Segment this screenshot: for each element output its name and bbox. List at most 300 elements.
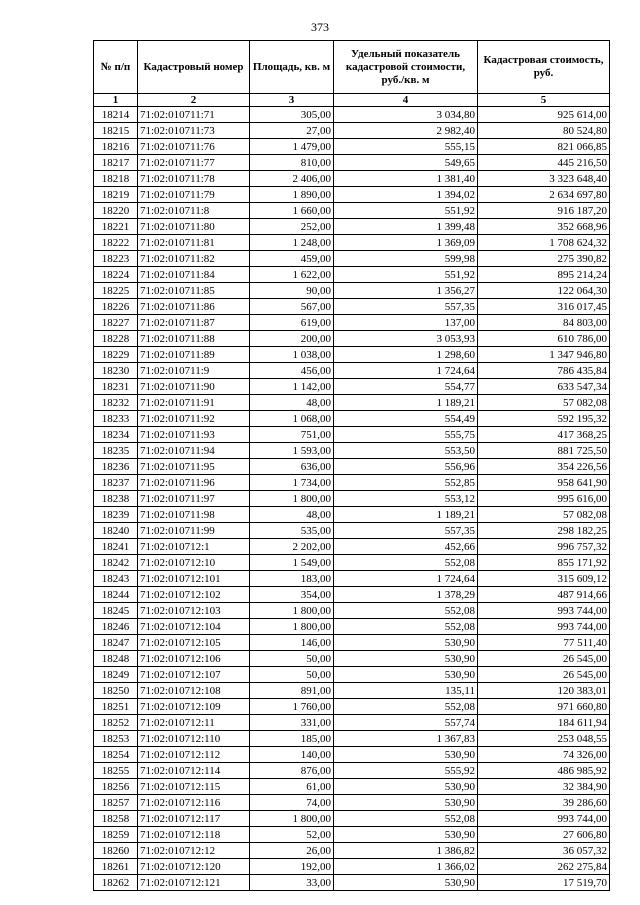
area-cell: 891,00 [250, 683, 334, 699]
row-number-cell: 18225 [94, 283, 138, 299]
row-number-cell: 18234 [94, 427, 138, 443]
area-cell: 1 479,00 [250, 139, 334, 155]
area-cell: 1 142,00 [250, 379, 334, 395]
row-number-cell: 18238 [94, 491, 138, 507]
unit-rate-cell: 551,92 [334, 203, 478, 219]
cadastral-value-cell: 32 384,90 [478, 779, 610, 795]
unit-rate-cell: 530,90 [334, 667, 478, 683]
area-cell: 74,00 [250, 795, 334, 811]
unit-rate-cell: 3 053,93 [334, 331, 478, 347]
area-cell: 1 890,00 [250, 187, 334, 203]
row-number-cell: 18217 [94, 155, 138, 171]
cadastral-value-cell: 821 066,85 [478, 139, 610, 155]
row-number-cell: 18220 [94, 203, 138, 219]
cadastral-number-cell: 71:02:010712:109 [138, 699, 250, 715]
cadastral-value-cell: 993 744,00 [478, 603, 610, 619]
table-row [94, 507, 610, 523]
area-cell: 619,00 [250, 315, 334, 331]
unit-rate-cell: 530,90 [334, 651, 478, 667]
unit-rate-cell: 554,77 [334, 379, 478, 395]
cadastral-number-cell: 71:02:010712:114 [138, 763, 250, 779]
area-cell: 1 800,00 [250, 491, 334, 507]
row-number-cell: 18244 [94, 587, 138, 603]
unit-rate-cell: 530,90 [334, 635, 478, 651]
cadastral-number-cell: 71:02:010711:90 [138, 379, 250, 395]
table-row [94, 587, 610, 603]
header-col-number: 3 [250, 94, 334, 107]
cadastral-number-cell: 71:02:010712:1 [138, 539, 250, 555]
page-number: 373 [311, 20, 329, 34]
cadastral-number-cell: 71:02:010711:81 [138, 235, 250, 251]
cadastral-value-cell: 916 187,20 [478, 203, 610, 219]
area-cell: 252,00 [250, 219, 334, 235]
cadastral-number-cell: 71:02:010711:87 [138, 315, 250, 331]
header-unit-rate: Удельный показатель кадастровой стоимости, руб./кв. м [334, 41, 478, 94]
table-row [94, 571, 610, 587]
table-row [94, 699, 610, 715]
cadastral-number-cell: 71:02:010711:78 [138, 171, 250, 187]
unit-rate-cell: 135,11 [334, 683, 478, 699]
cadastral-value-cell: 417 368,25 [478, 427, 610, 443]
area-cell: 636,00 [250, 459, 334, 475]
table-row [94, 859, 610, 875]
area-cell: 146,00 [250, 635, 334, 651]
row-number-cell: 18258 [94, 811, 138, 827]
unit-rate-cell: 554,49 [334, 411, 478, 427]
row-number-cell: 18243 [94, 571, 138, 587]
area-cell: 1 660,00 [250, 203, 334, 219]
area-cell: 192,00 [250, 859, 334, 875]
row-number-cell: 18251 [94, 699, 138, 715]
cadastral-value-cell: 881 725,50 [478, 443, 610, 459]
cadastral-value-cell: 995 616,00 [478, 491, 610, 507]
cadastral-value-cell: 36 057,32 [478, 843, 610, 859]
cadastral-number-cell: 71:02:010711:91 [138, 395, 250, 411]
area-cell: 876,00 [250, 763, 334, 779]
cadastral-number-cell: 71:02:010712:110 [138, 731, 250, 747]
cadastral-number-cell: 71:02:010712:101 [138, 571, 250, 587]
row-number-cell: 18249 [94, 667, 138, 683]
area-cell: 305,00 [250, 107, 334, 123]
unit-rate-cell: 530,90 [334, 827, 478, 843]
unit-rate-cell: 552,08 [334, 555, 478, 571]
cadastral-value-cell: 996 757,32 [478, 539, 610, 555]
cadastral-value-cell: 855 171,92 [478, 555, 610, 571]
cadastral-value-cell: 958 641,90 [478, 475, 610, 491]
cadastral-number-cell: 71:02:010711:98 [138, 507, 250, 523]
unit-rate-cell: 557,74 [334, 715, 478, 731]
unit-rate-cell: 3 034,80 [334, 107, 478, 123]
cadastral-number-cell: 71:02:010712:115 [138, 779, 250, 795]
row-number-cell: 18248 [94, 651, 138, 667]
row-number-cell: 18227 [94, 315, 138, 331]
cadastral-number-cell: 71:02:010712:107 [138, 667, 250, 683]
table-row [94, 843, 610, 859]
cadastral-value-cell: 316 017,45 [478, 299, 610, 315]
unit-rate-cell: 556,96 [334, 459, 478, 475]
area-cell: 1 622,00 [250, 267, 334, 283]
cadastral-number-cell: 71:02:010711:80 [138, 219, 250, 235]
unit-rate-cell: 557,35 [334, 299, 478, 315]
cadastral-number-cell: 71:02:010711:89 [138, 347, 250, 363]
table-row [94, 235, 610, 251]
table-row [94, 763, 610, 779]
row-number-cell: 18255 [94, 763, 138, 779]
cadastral-value-cell: 57 082,08 [478, 395, 610, 411]
row-number-cell: 18229 [94, 347, 138, 363]
table-row [94, 731, 610, 747]
row-number-cell: 18253 [94, 731, 138, 747]
area-cell: 354,00 [250, 587, 334, 603]
row-number-cell: 18250 [94, 683, 138, 699]
table-row [94, 683, 610, 699]
cadastral-value-cell: 253 048,55 [478, 731, 610, 747]
cadastral-number-cell: 71:02:010712:120 [138, 859, 250, 875]
cadastral-value-cell: 27 606,80 [478, 827, 610, 843]
cadastral-value-cell: 895 214,24 [478, 267, 610, 283]
row-number-cell: 18261 [94, 859, 138, 875]
unit-rate-cell: 1 724,64 [334, 363, 478, 379]
table-row [94, 363, 610, 379]
cadastral-value-cell: 993 744,00 [478, 619, 610, 635]
header-area: Площадь, кв. м [250, 41, 334, 94]
area-cell: 1 593,00 [250, 443, 334, 459]
area-cell: 2 202,00 [250, 539, 334, 555]
cadastral-value-cell: 120 383,01 [478, 683, 610, 699]
unit-rate-cell: 1 356,27 [334, 283, 478, 299]
cadastral-value-cell: 3 323 648,40 [478, 171, 610, 187]
row-number-cell: 18241 [94, 539, 138, 555]
area-cell: 61,00 [250, 779, 334, 795]
cadastral-value-cell: 993 744,00 [478, 811, 610, 827]
table-row [94, 219, 610, 235]
cadastral-value-cell: 80 524,80 [478, 123, 610, 139]
table-row [94, 299, 610, 315]
unit-rate-cell: 555,92 [334, 763, 478, 779]
area-cell: 1 549,00 [250, 555, 334, 571]
row-number-cell: 18242 [94, 555, 138, 571]
table-row [94, 443, 610, 459]
area-cell: 27,00 [250, 123, 334, 139]
area-cell: 140,00 [250, 747, 334, 763]
unit-rate-cell: 552,08 [334, 699, 478, 715]
cadastral-number-cell: 71:02:010711:71 [138, 107, 250, 123]
cadastral-number-cell: 71:02:010711:95 [138, 459, 250, 475]
unit-rate-cell: 1 378,29 [334, 587, 478, 603]
area-cell: 1 734,00 [250, 475, 334, 491]
cadastral-number-cell: 71:02:010711:82 [138, 251, 250, 267]
table-row [94, 603, 610, 619]
unit-rate-cell: 1 367,83 [334, 731, 478, 747]
unit-rate-cell: 552,85 [334, 475, 478, 491]
unit-rate-cell: 530,90 [334, 747, 478, 763]
header-cadastral-value: Кадастровая стоимость, руб. [478, 41, 610, 94]
cadastral-value-cell: 298 182,25 [478, 523, 610, 539]
area-cell: 185,00 [250, 731, 334, 747]
table-row [94, 203, 610, 219]
table-row [94, 811, 610, 827]
unit-rate-cell: 1 399,48 [334, 219, 478, 235]
table-row [94, 155, 610, 171]
row-number-cell: 18226 [94, 299, 138, 315]
area-cell: 1 248,00 [250, 235, 334, 251]
area-cell: 1 760,00 [250, 699, 334, 715]
cadastral-value-cell: 486 985,92 [478, 763, 610, 779]
cadastral-value-cell: 2 634 697,80 [478, 187, 610, 203]
area-cell: 567,00 [250, 299, 334, 315]
table-row [94, 251, 610, 267]
row-number-cell: 18236 [94, 459, 138, 475]
cadastral-value-cell: 84 803,00 [478, 315, 610, 331]
cadastral-number-cell: 71:02:010711:77 [138, 155, 250, 171]
row-number-cell: 18233 [94, 411, 138, 427]
row-number-cell: 18224 [94, 267, 138, 283]
cadastral-value-cell: 77 511,40 [478, 635, 610, 651]
cadastral-value-cell: 1 347 946,80 [478, 347, 610, 363]
area-cell: 90,00 [250, 283, 334, 299]
area-cell: 33,00 [250, 875, 334, 891]
row-number-cell: 18216 [94, 139, 138, 155]
table-row [94, 539, 610, 555]
table-row [94, 475, 610, 491]
table-row [94, 459, 610, 475]
unit-rate-cell: 530,90 [334, 779, 478, 795]
table-row [94, 379, 610, 395]
table-row [94, 315, 610, 331]
unit-rate-cell: 1 724,64 [334, 571, 478, 587]
cadastral-number-cell: 71:02:010712:102 [138, 587, 250, 603]
table-row [94, 107, 610, 123]
table-row [94, 283, 610, 299]
table-row [94, 619, 610, 635]
area-cell: 52,00 [250, 827, 334, 843]
unit-rate-cell: 1 386,82 [334, 843, 478, 859]
cadastral-value-cell: 633 547,34 [478, 379, 610, 395]
unit-rate-cell: 553,12 [334, 491, 478, 507]
table-row [94, 427, 610, 443]
cadastral-number-cell: 71:02:010711:79 [138, 187, 250, 203]
cadastral-number-cell: 71:02:010711:76 [138, 139, 250, 155]
table-row [94, 491, 610, 507]
unit-rate-cell: 1 189,21 [334, 507, 478, 523]
cadastral-value-cell: 445 216,50 [478, 155, 610, 171]
row-number-cell: 18262 [94, 875, 138, 891]
cadastral-number-cell: 71:02:010711:94 [138, 443, 250, 459]
table-row [94, 875, 610, 891]
unit-rate-cell: 452,66 [334, 539, 478, 555]
header-col-number: 5 [478, 94, 610, 107]
cadastral-number-cell: 71:02:010712:12 [138, 843, 250, 859]
cadastral-value-cell: 786 435,84 [478, 363, 610, 379]
cadastral-number-cell: 71:02:010711:97 [138, 491, 250, 507]
cadastral-value-cell: 26 545,00 [478, 651, 610, 667]
cadastral-value-cell: 262 275,84 [478, 859, 610, 875]
cadastral-number-cell: 71:02:010711:99 [138, 523, 250, 539]
row-number-cell: 18260 [94, 843, 138, 859]
cadastral-number-cell: 71:02:010712:103 [138, 603, 250, 619]
area-cell: 2 406,00 [250, 171, 334, 187]
cadastral-value-cell: 925 614,00 [478, 107, 610, 123]
area-cell: 1 068,00 [250, 411, 334, 427]
table-row [94, 171, 610, 187]
row-number-cell: 18231 [94, 379, 138, 395]
area-cell: 183,00 [250, 571, 334, 587]
unit-rate-cell: 549,65 [334, 155, 478, 171]
area-cell: 200,00 [250, 331, 334, 347]
row-number-cell: 18214 [94, 107, 138, 123]
cadastral-number-cell: 71:02:010711:88 [138, 331, 250, 347]
area-cell: 751,00 [250, 427, 334, 443]
table-row [94, 523, 610, 539]
cadastral-value-cell: 610 786,00 [478, 331, 610, 347]
table-row [94, 331, 610, 347]
unit-rate-cell: 552,08 [334, 603, 478, 619]
cadastral-value-cell: 315 609,12 [478, 571, 610, 587]
table-row [94, 187, 610, 203]
unit-rate-cell: 557,35 [334, 523, 478, 539]
row-number-cell: 18247 [94, 635, 138, 651]
unit-rate-cell: 551,92 [334, 267, 478, 283]
table-row [94, 651, 610, 667]
row-number-cell: 18222 [94, 235, 138, 251]
cadastral-value-cell: 39 286,60 [478, 795, 610, 811]
row-number-cell: 18223 [94, 251, 138, 267]
table-body [94, 107, 610, 891]
area-cell: 1 038,00 [250, 347, 334, 363]
cadastral-number-cell: 71:02:010712:10 [138, 555, 250, 571]
cadastral-number-cell: 71:02:010711:96 [138, 475, 250, 491]
unit-rate-cell: 555,15 [334, 139, 478, 155]
cadastral-number-cell: 71:02:010711:86 [138, 299, 250, 315]
cadastral-value-cell: 487 914,66 [478, 587, 610, 603]
cadastral-value-cell: 26 545,00 [478, 667, 610, 683]
unit-rate-cell: 1 381,40 [334, 171, 478, 187]
area-cell: 1 800,00 [250, 811, 334, 827]
cadastral-value-cell: 122 064,30 [478, 283, 610, 299]
table-row [94, 795, 610, 811]
row-number-cell: 18218 [94, 171, 138, 187]
table-row [94, 667, 610, 683]
cadastral-number-cell: 71:02:010711:85 [138, 283, 250, 299]
table-row [94, 747, 610, 763]
cadastral-number-cell: 71:02:010712:112 [138, 747, 250, 763]
unit-rate-cell: 552,08 [334, 619, 478, 635]
cadastral-number-cell: 71:02:010712:106 [138, 651, 250, 667]
unit-rate-cell: 553,50 [334, 443, 478, 459]
area-cell: 535,00 [250, 523, 334, 539]
area-cell: 1 800,00 [250, 603, 334, 619]
row-number-cell: 18237 [94, 475, 138, 491]
cadastral-number-cell: 71:02:010711:9 [138, 363, 250, 379]
cadastral-number-cell: 71:02:010712:117 [138, 811, 250, 827]
table-row [94, 123, 610, 139]
table-row [94, 635, 610, 651]
header-col-number: 1 [94, 94, 138, 107]
header-col-number: 2 [138, 94, 250, 107]
cadastral-value-cell: 354 226,56 [478, 459, 610, 475]
cadastral-value-cell: 592 195,32 [478, 411, 610, 427]
unit-rate-cell: 1 189,21 [334, 395, 478, 411]
unit-rate-cell: 530,90 [334, 795, 478, 811]
cadastral-value-table [93, 40, 610, 891]
unit-rate-cell: 2 982,40 [334, 123, 478, 139]
table-row [94, 715, 610, 731]
area-cell: 48,00 [250, 395, 334, 411]
unit-rate-cell: 1 394,02 [334, 187, 478, 203]
area-cell: 459,00 [250, 251, 334, 267]
cadastral-value-cell: 17 519,70 [478, 875, 610, 891]
table-row [94, 347, 610, 363]
cadastral-number-cell: 71:02:010711:84 [138, 267, 250, 283]
row-number-cell: 18219 [94, 187, 138, 203]
unit-rate-cell: 555,75 [334, 427, 478, 443]
row-number-cell: 18235 [94, 443, 138, 459]
table-row [94, 779, 610, 795]
row-number-cell: 18230 [94, 363, 138, 379]
row-number-cell: 18228 [94, 331, 138, 347]
row-number-cell: 18215 [94, 123, 138, 139]
header-cadastral-number: Кадастровый номер [138, 41, 250, 94]
row-number-cell: 18221 [94, 219, 138, 235]
row-number-cell: 18254 [94, 747, 138, 763]
cadastral-value-cell: 275 390,82 [478, 251, 610, 267]
cadastral-value-cell: 74 326,00 [478, 747, 610, 763]
area-cell: 331,00 [250, 715, 334, 731]
row-number-cell: 18259 [94, 827, 138, 843]
cadastral-number-cell: 71:02:010712:11 [138, 715, 250, 731]
unit-rate-cell: 1 298,60 [334, 347, 478, 363]
cadastral-value-cell: 57 082,08 [478, 507, 610, 523]
area-cell: 48,00 [250, 507, 334, 523]
unit-rate-cell: 1 369,09 [334, 235, 478, 251]
row-number-cell: 18252 [94, 715, 138, 731]
cadastral-number-cell: 71:02:010712:118 [138, 827, 250, 843]
unit-rate-cell: 137,00 [334, 315, 478, 331]
table-row [94, 395, 610, 411]
row-number-cell: 18246 [94, 619, 138, 635]
cadastral-number-cell: 71:02:010712:116 [138, 795, 250, 811]
row-number-cell: 18256 [94, 779, 138, 795]
cadastral-number-cell: 71:02:010712:104 [138, 619, 250, 635]
unit-rate-cell: 552,08 [334, 811, 478, 827]
cadastral-value-cell: 971 660,80 [478, 699, 610, 715]
cadastral-value-cell: 1 708 624,32 [478, 235, 610, 251]
area-cell: 1 800,00 [250, 619, 334, 635]
area-cell: 810,00 [250, 155, 334, 171]
header-row-number: № п/п [94, 41, 138, 94]
area-cell: 50,00 [250, 651, 334, 667]
cadastral-number-cell: 71:02:010711:93 [138, 427, 250, 443]
header-col-number: 4 [334, 94, 478, 107]
area-cell: 26,00 [250, 843, 334, 859]
table-row [94, 411, 610, 427]
cadastral-number-cell: 71:02:010712:105 [138, 635, 250, 651]
cadastral-number-cell: 71:02:010712:108 [138, 683, 250, 699]
cadastral-number-cell: 71:02:010711:73 [138, 123, 250, 139]
row-number-cell: 18239 [94, 507, 138, 523]
area-cell: 50,00 [250, 667, 334, 683]
row-number-cell: 18257 [94, 795, 138, 811]
cadastral-number-cell: 71:02:010712:121 [138, 875, 250, 891]
unit-rate-cell: 599,98 [334, 251, 478, 267]
cadastral-value-cell: 184 611,94 [478, 715, 610, 731]
area-cell: 456,00 [250, 363, 334, 379]
row-number-cell: 18232 [94, 395, 138, 411]
unit-rate-cell: 1 366,02 [334, 859, 478, 875]
unit-rate-cell: 530,90 [334, 875, 478, 891]
cadastral-number-cell: 71:02:010711:8 [138, 203, 250, 219]
row-number-cell: 18240 [94, 523, 138, 539]
